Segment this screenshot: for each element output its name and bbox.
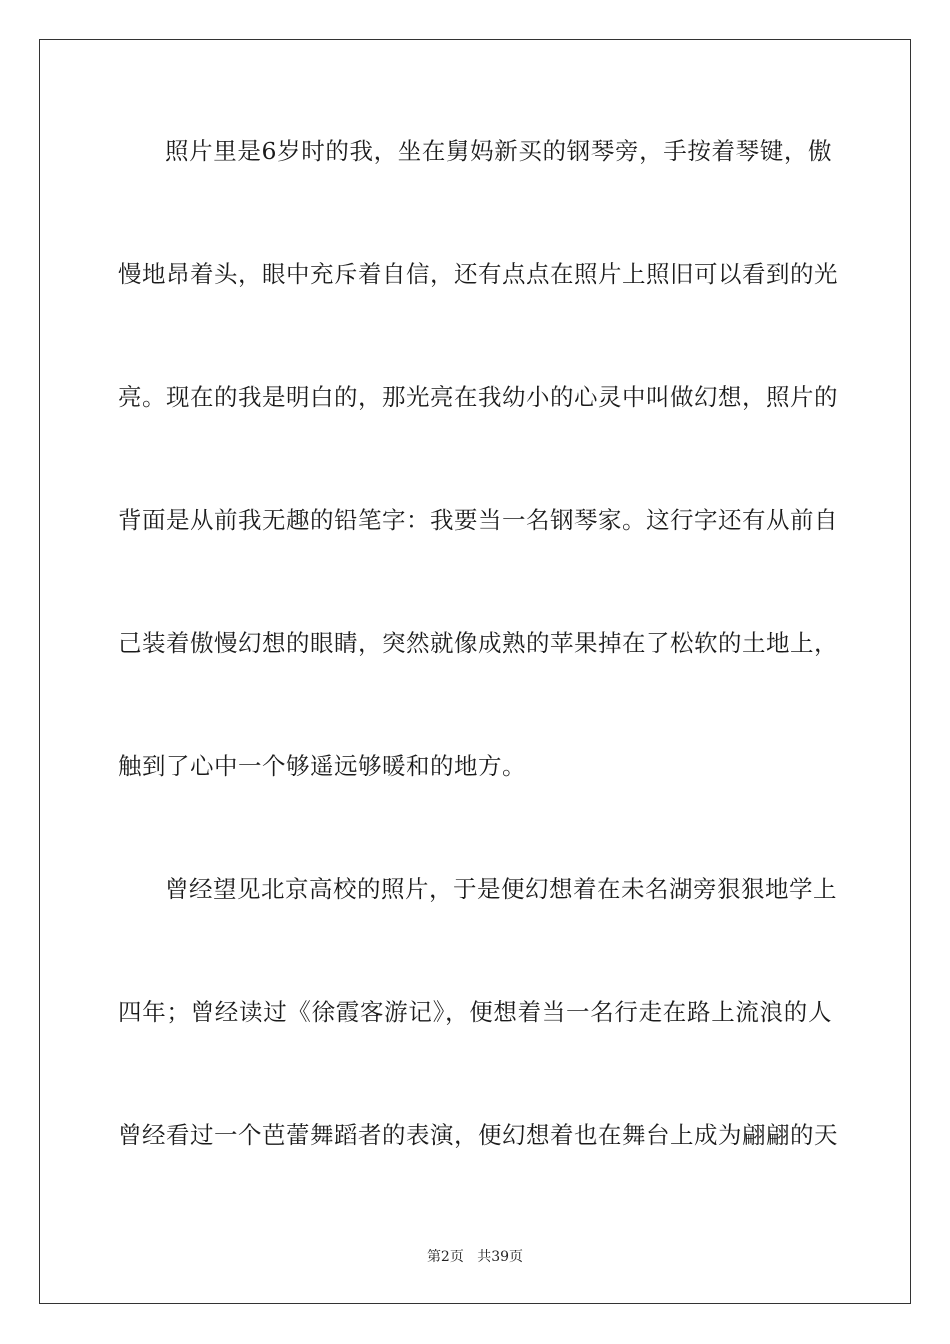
paragraph-2-line-3: 曾经看过一个芭蕾舞蹈者的表演，便幻想着也在舞台上成为翩翩的天 xyxy=(118,1121,838,1149)
page-footer xyxy=(0,1247,950,1267)
paragraph-1-line-4: 背面是从前我无趣的铅笔字：我要当一名钢琴家。这行字还有从前自 xyxy=(118,506,838,534)
paragraph-1-line-5: 己装着傲慢幻想的眼睛，突然就像成熟的苹果掉在了松软的土地上， xyxy=(118,629,838,657)
page-number: 第2页 xyxy=(426,1249,464,1265)
paragraph-1-line-2: 慢地昂着头，眼中充斥着自信，还有点点在照片上照旧可以看到的光 xyxy=(118,260,838,288)
paragraph-1-line-1: 照片里是6岁时的我，坐在舅妈新买的钢琴旁，手按着琴键，傲 xyxy=(165,137,832,165)
paragraph-1-line-3: 亮。现在的我是明白的，那光亮在我幼小的心灵中叫做幻想，照片的 xyxy=(118,383,838,411)
page-total: 共39页 xyxy=(477,1249,524,1265)
paragraph-2-line-1: 曾经望见北京高校的照片，于是便幻想着在未名湖旁狠狠地学上 xyxy=(165,875,837,903)
paragraph-1-line-6: 触到了心中一个够遥远够暖和的地方。 xyxy=(118,752,526,780)
paragraph-2-line-2: 四年；曾经读过《徐霞客游记》，便想着当一名行走在路上流浪的人 xyxy=(118,998,832,1026)
